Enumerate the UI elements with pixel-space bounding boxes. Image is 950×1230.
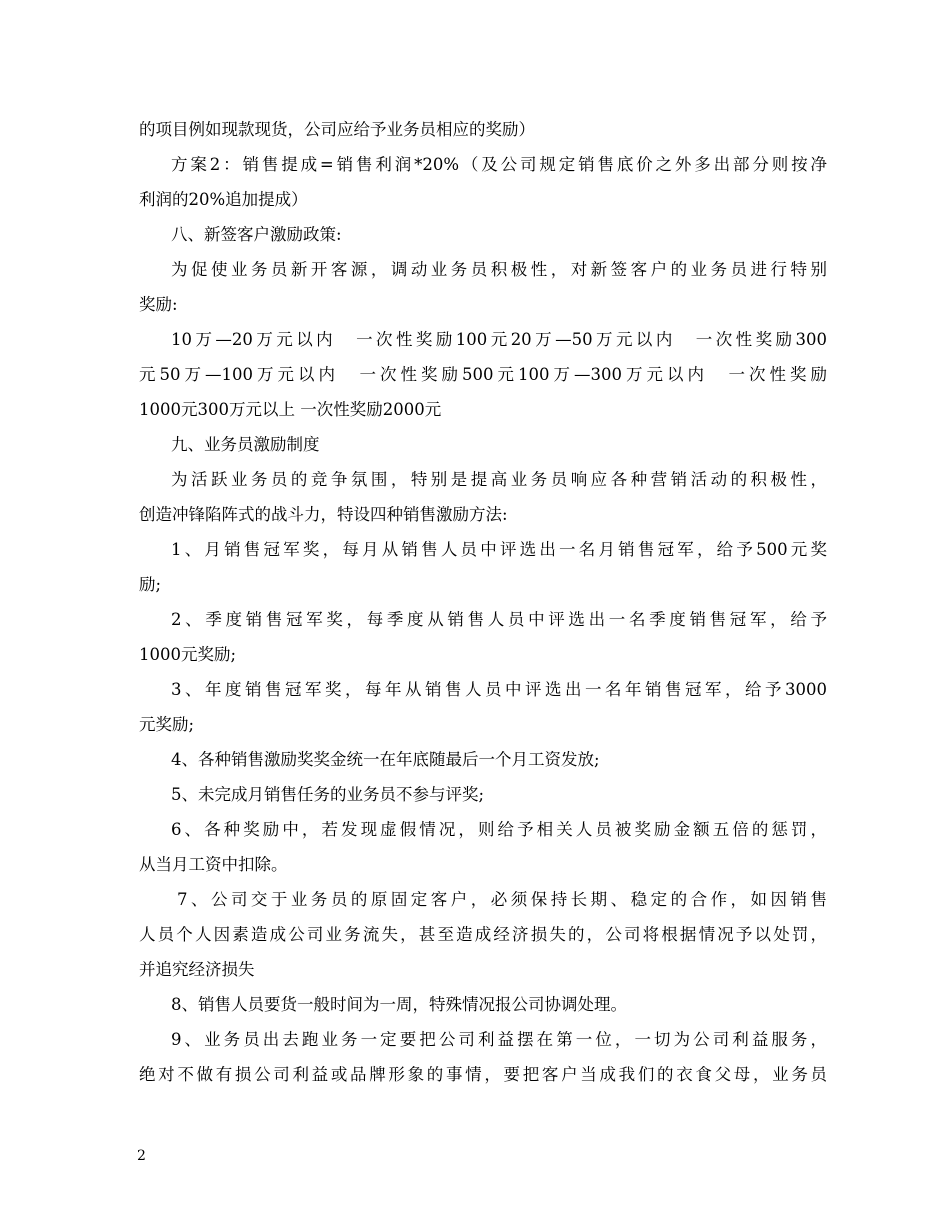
text-line: 利润的20%追加提成） <box>139 190 308 209</box>
text-line: 方案2：销售提成=销售利润*20%（及公司规定销售底价之外多出部分则按净 <box>171 155 827 174</box>
text-line: 3、年度销售冠军奖，每年从销售人员中评选出一名年销售冠军，给予3000 <box>171 680 827 699</box>
text-line: 从当月工资中扣除。 <box>139 855 288 874</box>
text-line: 元50万—100万元以内 一次性奖励500元100万—300万元以内 一次性奖励 <box>139 365 827 384</box>
text-line: 九、业务员激励制度 <box>171 435 320 454</box>
text-line: 人员个人因素造成公司业务流失，甚至造成经济损失的，公司将根据情况予以处罚， <box>139 925 827 944</box>
text-line: 并追究经济损失 <box>139 960 255 979</box>
text-line: 元奖励; <box>139 715 195 734</box>
text-line: 1000元300万元以上 一次性奖励2000元 <box>139 400 442 419</box>
text-line: 6、各种奖励中，若发现虚假情况，则给予相关人员被奖励金额五倍的惩罚， <box>171 820 827 839</box>
text-line: 7、公司交于业务员的原固定客户，必须保持长期、稳定的合作，如因销售 <box>177 890 827 909</box>
text-line: 绝对不做有损公司利益或品牌形象的事情，要把客户当成我们的衣食父母，业务员 <box>139 1065 827 1084</box>
text-line: 励; <box>139 575 162 594</box>
text-line: 10万—20万元以内 一次性奖励100元20万—50万元以内 一次性奖励300 <box>171 330 827 349</box>
text-line: 奖励: <box>139 295 178 314</box>
document-body <box>139 112 827 1092</box>
page-number: 2 <box>137 1148 146 1164</box>
text-line: 2、季度销售冠军奖，每季度从销售人员中评选出一名季度销售冠军，给予 <box>171 610 827 629</box>
text-line: 八、新签客户激励政策: <box>171 225 342 244</box>
text-line: 为活跃业务员的竞争氛围，特别是提高业务员响应各种营销活动的积极性， <box>171 470 827 489</box>
text-line: 为促使业务员新开客源，调动业务员积极性，对新签客户的业务员进行特别 <box>171 260 827 279</box>
text-line: 创造冲锋陷阵式的战斗力，特设四种销售激励方法: <box>139 505 508 524</box>
text-line: 9、业务员出去跑业务一定要把公司利益摆在第一位，一切为公司利益服务， <box>171 1030 827 1049</box>
text-line: 的项目例如现款现货，公司应给予业务员相应的奖励） <box>139 120 535 139</box>
text-line: 5、未完成月销售任务的业务员不参与评奖; <box>171 785 485 804</box>
text-line: 1、月销售冠军奖，每月从销售人员中评选出一名月销售冠军，给予500元奖 <box>171 540 827 559</box>
text-line: 1000元奖励; <box>139 645 237 664</box>
text-line: 8、销售人员要货一般时间为一周，特殊情况报公司协调处理。 <box>171 995 627 1014</box>
text-line: 4、各种销售激励奖奖金统一在年底随最后一个月工资发放; <box>171 750 600 769</box>
